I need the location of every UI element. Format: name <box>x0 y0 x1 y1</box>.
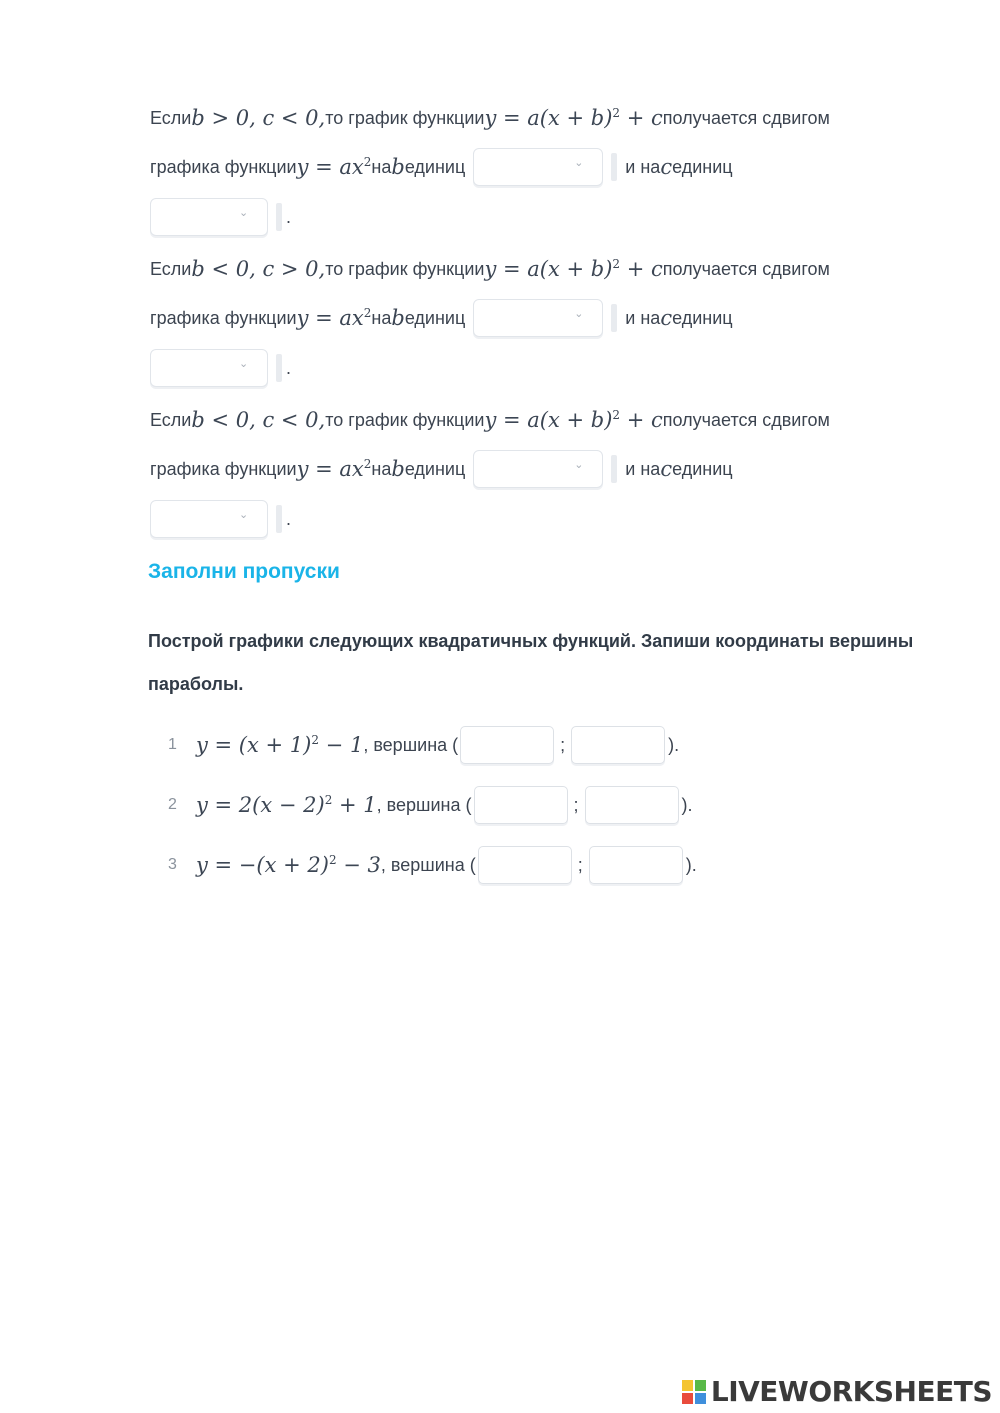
rule-text: Если <box>150 409 192 430</box>
variable-c: c <box>660 155 673 179</box>
rule-text: то график функции <box>325 409 485 430</box>
rule-text: графика функции <box>150 458 297 479</box>
vertex-x-input[interactable] <box>478 846 572 884</box>
direction-dropdown-c[interactable] <box>150 349 268 387</box>
logo-block <box>695 1393 706 1404</box>
separator: ; <box>573 794 579 815</box>
vertex-y-input[interactable] <box>571 726 665 764</box>
separator: ; <box>560 734 566 755</box>
rule-condition: b < 0, c > 0, <box>191 257 326 281</box>
variable-b: b <box>391 457 405 481</box>
rule-function: $y = a(x + b)^2 + c$ <box>484 408 663 432</box>
rule-condition: b < 0, c < 0, <box>191 408 326 432</box>
rule-text: единиц <box>672 307 733 328</box>
logo-block <box>682 1393 693 1404</box>
rule-text: получается сдвигом <box>662 258 830 279</box>
item-number: 2 <box>168 796 177 813</box>
rule-text: графика функции <box>150 307 297 328</box>
rule-text: и на <box>625 458 661 479</box>
answer-marker <box>611 153 617 181</box>
direction-dropdown-c[interactable] <box>150 500 268 538</box>
rule-text: Если <box>150 107 192 128</box>
vertex-label: , вершина ( <box>376 794 472 815</box>
rule-text: на <box>371 156 392 177</box>
direction-dropdown-b[interactable] <box>473 450 603 488</box>
rule-2-line-2 <box>150 299 733 337</box>
rule-text: то график функции <box>325 258 485 279</box>
answer-marker <box>611 304 617 332</box>
rule-text: единиц <box>672 458 733 479</box>
rule-text: получается сдвигом <box>662 409 830 430</box>
variable-c: c <box>660 457 673 481</box>
vertex-x-input[interactable] <box>474 786 568 824</box>
period: . <box>286 357 292 378</box>
rule-condition: b > 0, c < 0, <box>191 106 326 130</box>
item-function: $y = 2(x - 2)^2 + 1$ <box>196 793 377 817</box>
rule-1-line-2 <box>150 148 733 186</box>
period: . <box>286 206 292 227</box>
logo-block <box>695 1380 706 1391</box>
section-title: Заполни пропуски <box>148 560 340 583</box>
rule-3-line-3 <box>150 500 291 538</box>
item-function: $y = -(x + 2)^2 - 3$ <box>196 853 381 877</box>
vertex-x-input[interactable] <box>460 726 554 764</box>
rule-2-line-3 <box>150 349 291 387</box>
rule-text: единиц <box>404 156 466 177</box>
logo-text: LIVEWORKSHEETS <box>710 1375 992 1408</box>
closing-paren: ). <box>681 794 693 815</box>
chevron-down-icon: ⌄ <box>574 157 584 169</box>
list-item <box>168 786 693 824</box>
answer-marker <box>276 203 282 231</box>
variable-b: b <box>391 155 405 179</box>
rule-3-line-1 <box>150 408 830 432</box>
vertex-label: , вершина ( <box>380 854 476 875</box>
list-item <box>168 846 697 884</box>
variable-b: b <box>391 306 405 330</box>
base-function: $y = ax^2$ <box>296 306 372 330</box>
rule-function: $y = a(x + b)^2 + c$ <box>484 257 663 281</box>
item-number: 1 <box>168 736 177 753</box>
direction-dropdown-c[interactable] <box>150 198 268 236</box>
period: . <box>286 508 292 529</box>
closing-paren: ). <box>668 734 680 755</box>
liveworksheets-logo <box>682 1375 992 1408</box>
variable-c: c <box>660 306 673 330</box>
rule-text: единиц <box>404 307 466 328</box>
chevron-down-icon: ⌄ <box>574 308 584 320</box>
rule-text: единиц <box>404 458 466 479</box>
rule-text: графика функции <box>150 156 297 177</box>
chevron-down-icon: ⌄ <box>574 459 584 471</box>
task-instructions: Построй графики следующих квадратичных функций. Запиши координаты вершины параболы. <box>148 631 914 694</box>
answer-marker <box>611 455 617 483</box>
rule-text: на <box>371 307 392 328</box>
item-function: $y = (x + 1)^2 - 1$ <box>196 733 364 757</box>
rule-function: $y = a(x + b)^2 + c$ <box>484 106 663 130</box>
rule-text: то график функции <box>325 107 485 128</box>
rule-1-line-1 <box>150 106 830 130</box>
base-function: $y = ax^2$ <box>296 155 372 179</box>
item-number: 3 <box>168 856 177 873</box>
list-item <box>168 726 679 764</box>
rule-text: получается сдвигом <box>662 107 830 128</box>
vertex-y-input[interactable] <box>589 846 683 884</box>
rule-3-line-2 <box>150 450 733 488</box>
vertex-label: , вершина ( <box>363 734 459 755</box>
logo-block <box>682 1380 693 1391</box>
answer-marker <box>276 354 282 382</box>
separator: ; <box>577 854 583 875</box>
chevron-down-icon: ⌄ <box>239 509 249 521</box>
liveworksheets-logo-icon <box>682 1380 706 1404</box>
direction-dropdown-b[interactable] <box>473 299 603 337</box>
rule-text: на <box>371 458 392 479</box>
rule-text: единиц <box>672 156 733 177</box>
chevron-down-icon: ⌄ <box>239 207 249 219</box>
rule-text: Если <box>150 258 192 279</box>
answer-marker <box>276 505 282 533</box>
direction-dropdown-b[interactable] <box>473 148 603 186</box>
rule-2-line-1 <box>150 257 830 281</box>
base-function: $y = ax^2$ <box>296 457 372 481</box>
rule-text: и на <box>625 156 661 177</box>
rule-text: и на <box>625 307 661 328</box>
vertex-y-input[interactable] <box>585 786 679 824</box>
rule-1-line-3 <box>150 198 291 236</box>
closing-paren: ). <box>685 854 697 875</box>
chevron-down-icon: ⌄ <box>239 358 249 370</box>
